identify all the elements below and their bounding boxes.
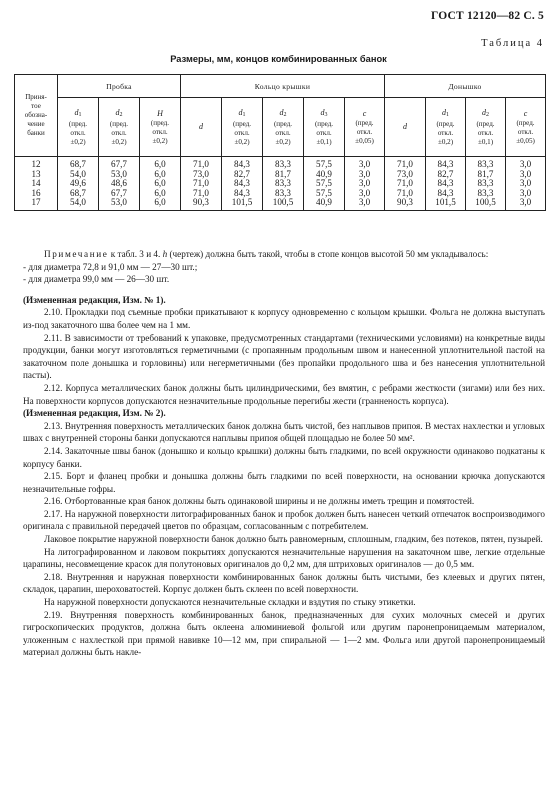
edit-note: (Измененная редакция, Изм. № 1). <box>23 294 166 305</box>
note-list-item: - для диаметра 72,8 и 91,0 мм — 27—30 шт.; <box>23 261 198 272</box>
paragraph-2-17: 2.17. На наружной поверхности литографированных банок и пробок должен быть нанесен четкий отпечаток воспроизводимого оригинала с правильной передачей цветов по образцам, согласованным с потребителем. <box>23 508 545 532</box>
table-cell: 54,0 <box>58 198 99 210</box>
table-cell: 83,3 <box>263 179 304 189</box>
table-cell: 3,0 <box>506 189 546 199</box>
col-koltso-d1: d1 (пред. откл. ±0,2) <box>222 98 263 157</box>
table-label: Таблица 4 <box>481 38 544 49</box>
table-cell: 84,3 <box>222 189 263 199</box>
table-cell: 3,0 <box>506 179 546 189</box>
table-cell: 3,0 <box>345 189 385 199</box>
table-cell: 6,0 <box>140 157 181 170</box>
col-donyshko-c: c (пред. откл. ±0,05) <box>506 98 546 157</box>
col-donyshko-d2: d2 (пред. откл. ±0,1) <box>466 98 506 157</box>
table-cell: 40,9 <box>304 198 345 210</box>
table-cell: 57,5 <box>304 189 345 199</box>
table-cell: 3,0 <box>345 157 385 170</box>
paragraph-2-16: 2.16. Отбортованные края банок должны быть одинаковой ширины и не должны иметь трещин и помятостей. <box>44 496 475 507</box>
paragraph-litho: На литографированном и лаковом покрытиях допускаются незначительные нарушения на закаточном шве, легкие отдельные царапины, несовмещение красок для полутоновых оригиналов до 0,2 мм, для штриховых оригиналов — до 0,5 мм. <box>23 546 545 570</box>
table-cell: 81,7 <box>466 170 506 180</box>
table-note <box>23 248 545 261</box>
page-header: ГОСТ 12120—82 С. 5 <box>431 10 544 22</box>
table-cell: 71,0 <box>385 179 426 189</box>
table-cell: 12 <box>15 157 58 170</box>
table-cell: 100,5 <box>466 198 506 210</box>
table-cell: 84,3 <box>426 179 466 189</box>
table-cell: 90,3 <box>181 198 222 210</box>
table-cell: 3,0 <box>506 157 546 170</box>
table-cell: 82,7 <box>222 170 263 180</box>
table-cell: 71,0 <box>385 157 426 170</box>
table-cell: 54,0 <box>58 170 99 180</box>
table-cell: 90,3 <box>385 198 426 210</box>
group-donyshko: Донышко <box>385 75 546 98</box>
table-body <box>15 157 546 211</box>
table-cell: 84,3 <box>222 157 263 170</box>
note-symbol-h: h <box>162 249 168 259</box>
table-cell: 68,7 <box>58 189 99 199</box>
table-cell: 73,0 <box>181 170 222 180</box>
col-koltso-c: c (пред. откл. ±0,05) <box>345 98 385 157</box>
col-koltso-d2: d2 (пред. откл. ±0,2) <box>263 98 304 157</box>
table-title: Размеры, мм, концов комбинированных банок <box>170 54 387 64</box>
col-donyshko-d1: d1 (пред. откл. ±0,2) <box>426 98 466 157</box>
table-cell: 82,7 <box>426 170 466 180</box>
table-cell: 3,0 <box>345 198 385 210</box>
document-body <box>23 248 545 659</box>
table-cell: 84,3 <box>426 189 466 199</box>
table-cell: 3,0 <box>506 170 546 180</box>
col-probka-h: H (пред. откл. ±0,2) <box>140 98 181 157</box>
table-cell: 84,3 <box>426 157 466 170</box>
table-cell: 73,0 <box>385 170 426 180</box>
table-cell: 40,9 <box>304 170 345 180</box>
col-koltso-d3: d3 (пред. откл. ±0,1) <box>304 98 345 157</box>
table-cell: 49,6 <box>58 179 99 189</box>
table-cell: 71,0 <box>385 189 426 199</box>
paragraph-2-15: 2.15. Борт и фланец пробки и донышка должны быть гладкими по всей поверхности, на основании крючка допускаются незначительные гофры. <box>23 471 545 494</box>
group-probka: Пробка <box>58 75 181 98</box>
paragraph-2-11: 2.11. В зависимости от требований к упаковке, предусмотренных стандартами (техническими условиями) на конкретные виды продукции, банки могут изготовляться герметичными (с пропаянным продольным швом и нанесенной уплотнительной пастой на закаточном поле донышка и горловины) или негерметичными (без пропайки продольного шва и без нанесения уплотнительной пасты). <box>23 332 545 381</box>
table-cell: 3,0 <box>345 170 385 180</box>
table-cell: 71,0 <box>181 157 222 170</box>
note-text-a: к табл. 3 и 4. <box>110 249 163 259</box>
table-row <box>15 157 546 170</box>
table-cell: 100,5 <box>263 198 304 210</box>
col-probka-d2: d2 (пред. откл. ±0,2) <box>99 98 140 157</box>
table-cell: 83,3 <box>466 179 506 189</box>
dimensions-table <box>14 74 546 211</box>
table-cell: 48,6 <box>99 179 140 189</box>
table-cell: 3,0 <box>345 179 385 189</box>
table-cell: 57,5 <box>304 157 345 170</box>
table-cell: 13 <box>15 170 58 180</box>
col-probka-d1: d1 (пред. откл. ±0,2) <box>58 98 99 157</box>
table-cell: 53,0 <box>99 170 140 180</box>
paragraph-lacquer: Лаковое покрытие наружной поверхности банок должно быть равномерным, сплошным, гладким, без потеков, пятен, пузырей. <box>44 534 543 545</box>
edit-note: (Измененная редакция, Изм. № 2). <box>23 408 166 419</box>
paragraph-2-12: 2.12. Корпуса металлических банок должны быть цилиндрическими, без вмятин, с ребрами жесткости (зигами) или без них. На поверхности корпусов допускаются незначительные продольные перегибы жести (гранненость корпуса). <box>23 382 545 406</box>
table-cell: 14 <box>15 179 58 189</box>
col-koltso-d: d <box>181 98 222 157</box>
table-cell: 101,5 <box>426 198 466 210</box>
spacer <box>23 286 545 294</box>
table-cell: 17 <box>15 198 58 210</box>
table-cell: 101,5 <box>222 198 263 210</box>
note-text-b: (чертеж) должна быть такой, чтобы в стопе концов высотой 50 мм укладывалось: <box>167 249 489 259</box>
table-cell: 57,5 <box>304 179 345 189</box>
paragraph-2-10: 2.10. Прокладки под съемные пробки прикатывают к корпусу одновременно с кольцом крышки. Фольга не должна выступать из-под закаточного шва более чем на 1 мм. <box>23 307 545 330</box>
paragraph-2-18: 2.18. Внутренняя и наружная поверхности комбинированных банок должны быть чистыми, без клеевых и других пятен, складок, царапин, шероховатостей. Корпус должен быть склеен по всей поверхности. <box>23 571 545 595</box>
paragraph-2-14: 2.14. Закаточные швы банок (донышко и кольцо крышки) должны быть гладкими, по всей окружности одинаково подкатаны к корпусу банки. <box>23 445 545 469</box>
table-cell: 53,0 <box>99 198 140 210</box>
table-row <box>15 198 546 210</box>
paragraph-folds: На наружной поверхности допускаются незначительные складки и вздутия по стыку этикетки. <box>44 597 416 608</box>
table-cell: 68,7 <box>58 157 99 170</box>
note-label: Примечание <box>44 249 109 259</box>
group-koltso: Кольцо крышки <box>181 75 385 98</box>
paragraph-2-19: 2.19. Внутренняя поверхность комбинированных банок, предназначенных для сухих молочных смесей и других гигроскопических продуктов, должна быть оклеена алюминиевой фольгой или другим паронепроницаемым материалом, уложенным с нахлесткой при прямой навивке 10—12 мм, при спиральной — 1—2 мм. Фольга или другой паронепроницаемый материал должны быть накле- <box>23 609 545 658</box>
col-donyshko-d: d <box>385 98 426 157</box>
table-cell: 83,3 <box>263 157 304 170</box>
table-cell: 6,0 <box>140 170 181 180</box>
table-cell: 84,3 <box>222 179 263 189</box>
table-cell: 6,0 <box>140 179 181 189</box>
table-cell: 81,7 <box>263 170 304 180</box>
table-cell: 67,7 <box>99 189 140 199</box>
table-cell: 67,7 <box>99 157 140 170</box>
note-list-item: - для диаметра 99,0 мм — 26—30 шт. <box>23 274 170 285</box>
table-cell: 3,0 <box>506 198 546 210</box>
paragraph-2-13: 2.13. Внутренняя поверхность металлических банок должна быть чистой, без наплывов припоя. В местах нахлестки и угловых швах с внутренней стороны банки допускаются наплывы припоя общей площадью не более 50 мм². <box>23 420 545 444</box>
row-header: Приня- тое обозна- чение банки <box>15 75 58 157</box>
table-cell: 83,3 <box>466 189 506 199</box>
table-cell: 83,3 <box>263 189 304 199</box>
table-cell: 83,3 <box>466 157 506 170</box>
table-cell: 16 <box>15 189 58 199</box>
table-cell: 6,0 <box>140 198 181 210</box>
table-cell: 71,0 <box>181 189 222 199</box>
table-cell: 6,0 <box>140 189 181 199</box>
table-cell: 71,0 <box>181 179 222 189</box>
